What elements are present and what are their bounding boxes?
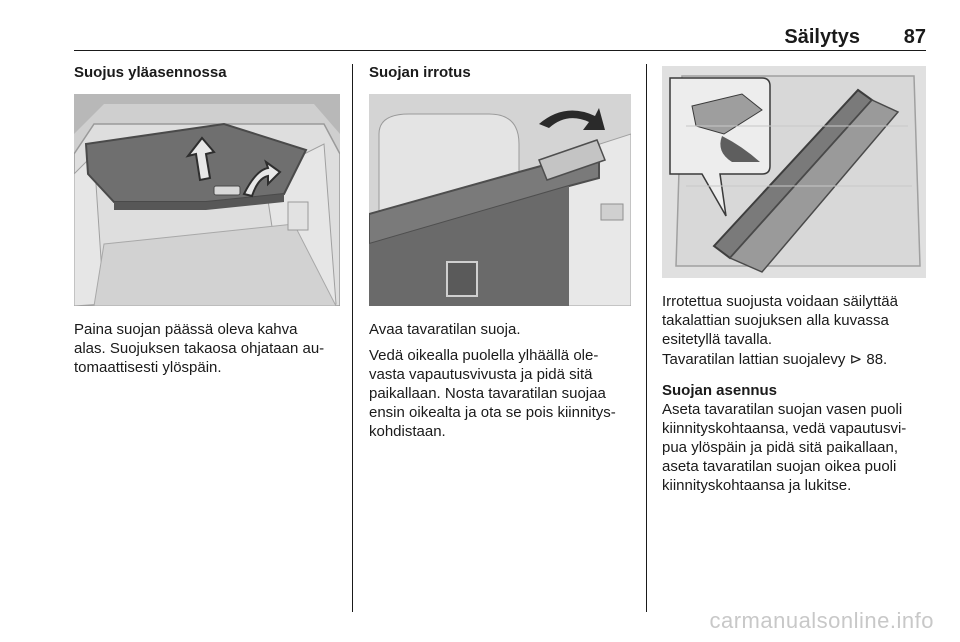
- col2-paragraph-1: Avaa tavaratilan suoja.: [369, 321, 521, 338]
- page-number: 87: [903, 26, 926, 48]
- watermark: carmanualsonline.info: [709, 608, 934, 633]
- page-reference-icon: ⊳: [849, 351, 863, 368]
- column-divider-2: [646, 64, 647, 612]
- column-divider-1: [352, 64, 353, 612]
- page-title: Säilytys: [784, 26, 860, 48]
- figure-cover-storage: [662, 66, 926, 278]
- figure-cover-removal: [369, 94, 631, 306]
- col3-paragraph-3: Aseta tavaratilan suojan vasen puoli kiinnityskohtaansa, vedä vapautusvi- pua ylöspäin ja pidä sitä paikallaan, aseta tavaratilan suojan oikea puoli kiinnityskohtaansa ja lukitse.: [662, 401, 907, 494]
- col3-paragraph-1: Irrotettua suojusta voidaan säilyttää takalattian suojuksen alla kuvassa esitetyllä tavalla.: [662, 293, 898, 348]
- col1-paragraph: Paina suojan päässä oleva kahva alas. Suojuksen takaosa ohjataan au- tomaattisesti ylöspäin.: [74, 321, 325, 376]
- figure-cover-raised: [74, 94, 340, 306]
- col3-subheading: Suojan asennus: [662, 382, 778, 399]
- col2-paragraph-2: Vedä oikealla puolella ylhäällä ole- vasta vapautusvivusta ja pidä sitä paikallaan. Nosta tavaratilan suojaa ensin oikealta ja ota se pois kiinnitys- kohdistaan.: [369, 347, 616, 440]
- col2-heading: Suojan irrotus: [369, 64, 471, 81]
- col3-paragraph-2: Tavaratilan lattian suojalevy ⊳ 88.: [662, 351, 888, 368]
- page-reference-link[interactable]: 88.: [862, 351, 888, 368]
- col1-heading: Suojus yläasennossa: [74, 64, 227, 81]
- header-rule: [74, 50, 926, 51]
